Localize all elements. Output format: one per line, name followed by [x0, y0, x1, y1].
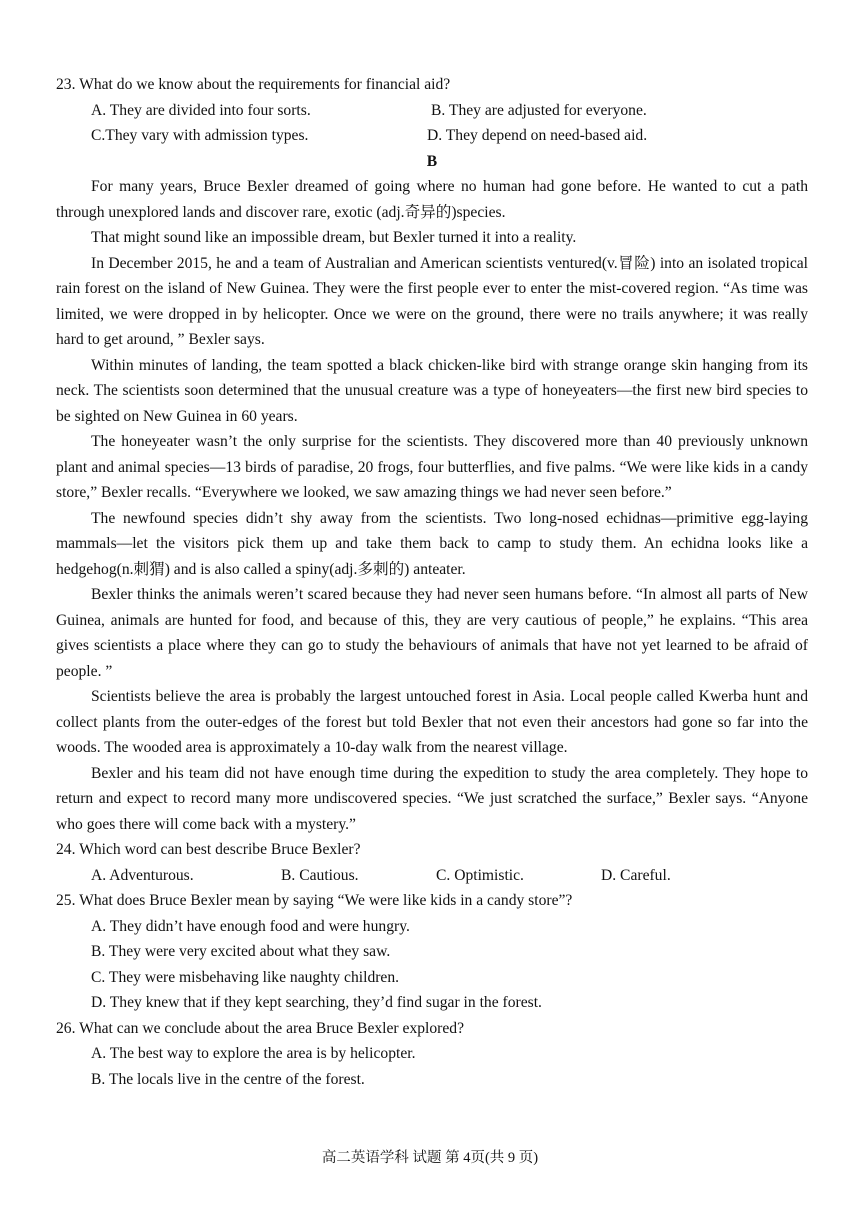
question-26-stem: 26. What can we conclude about the area Bruce Bexler explored?: [56, 1019, 464, 1037]
question-25-option-c: C. They were misbehaving like naughty children.: [91, 968, 400, 986]
question-23-options-row-2: [56, 123, 808, 149]
question-25-stem: 25. What does Bruce Bexler mean by saying “We were like kids in a candy store”?: [56, 892, 573, 909]
section-b-heading: B: [426, 152, 438, 170]
question-24-option-c: C. Optimistic.: [436, 866, 524, 884]
passage-paragraph: The honeyeater wasn’t the only surprise for the scientists. They discovered more than 40 previously unknown plant and animal species—13 birds of paradise, 20 frogs, four butterflies, and five palms. “We were like kids in a candy store,” Bexler recalls. “Everywhere we looked, we saw amazing things we had never seen before.”: [56, 433, 808, 501]
question-23-option-a: A. They are divided into four sorts.: [91, 101, 311, 119]
page-footer: 高二英语学科 试题 第 4页(共 9 页): [321, 1150, 539, 1166]
passage-paragraph: Bexler thinks the animals weren’t scared because they had never seen humans before. “In almost all parts of New Guinea, animals are hunted for food, and because of this, they are very cautious of people,” he explains. “This area gives scientists a place where they can go to study the behaviours of animals that have not yet learned to be afraid of people. ”: [56, 586, 808, 680]
passage-paragraph: Within minutes of landing, the team spotted a black chicken-like bird with strange orange skin hanging from its neck. The scientists soon determined that the unusual creature was a type of honeyeaters—the first new bird species to be sighted on New Guinea in 60 years.: [56, 356, 808, 425]
passage-paragraph: Bexler and his team did not have enough time during the expedition to study the area completely. They hope to return and expect to record many more undiscovered species. “We just scratched the surface,” Bexler says. “Anyone who goes there will come back with a mystery.”: [56, 764, 808, 833]
question-24-options-row: [56, 863, 808, 889]
question-24-stem: 24. Which word can best describe Bruce Bexler?: [56, 841, 361, 858]
exam-page: [56, 72, 808, 1092]
question-23-options-row-1: [56, 98, 808, 124]
question-25-option-d: D. They knew that if they kept searching, they’d find sugar in the forest.: [91, 994, 542, 1011]
question-24-option-d: D. Careful.: [601, 866, 671, 884]
passage-paragraph: For many years, Bruce Bexler dreamed of going where no human had gone before. He wanted to cut a path through unexplored lands and discover rare, exotic (adj.奇异的)species.: [56, 178, 808, 221]
question-24-option-a: A. Adventurous.: [91, 866, 194, 884]
question-24-option-b: B. Cautious.: [281, 866, 359, 884]
passage-paragraph: The newfound species didn’t shy away from the scientists. Two long-nosed echidnas—primitive egg-laying mammals—let the visitors pick them up and take them back to camp to study them. An echidna looks like a hedgehog(n.刺猬) and is also called a spiny(adj.多刺的) anteater.: [56, 509, 808, 578]
question-25-option-b: B. They were very excited about what they saw.: [91, 943, 391, 960]
passage-paragraph: That might sound like an impossible dream, but Bexler turned it into a reality.: [91, 229, 577, 246]
question-23-option-c: C.They vary with admission types.: [91, 127, 309, 144]
question-25-option-a: A. They didn’t have enough food and were hungry.: [91, 917, 410, 935]
question-23-option-b: B. They are adjusted for everyone.: [431, 101, 647, 119]
question-26-option-b: B. The locals live in the centre of the forest.: [91, 1070, 365, 1088]
question-23-option-d: D. They depend on need-based aid.: [427, 127, 648, 144]
question-23-stem: 23. What do we know about the requirements for financial aid?: [56, 76, 451, 93]
question-26-option-a: A. The best way to explore the area is by helicopter.: [91, 1045, 416, 1062]
passage-paragraph: In December 2015, he and a team of Australian and American scientists ventured(v.冒险) into an isolated tropical rain forest on the island of New Guinea. They were the first people ever to enter the mist-covered region. “As time was limited, we were dropped in by helicopter. Once we were on the ground, there were no trails anywhere; it was really hard to get around, ” Bexler says.: [56, 254, 808, 348]
passage-paragraph: Scientists believe the area is probably the largest untouched forest in Asia. Local people called Kwerba hunt and collect plants from the outer-edges of the forest but told Bexler that not even their ancestors had gone so far into the woods. The wooded area is approximately a 10-day walk from the nearest village.: [56, 688, 808, 756]
